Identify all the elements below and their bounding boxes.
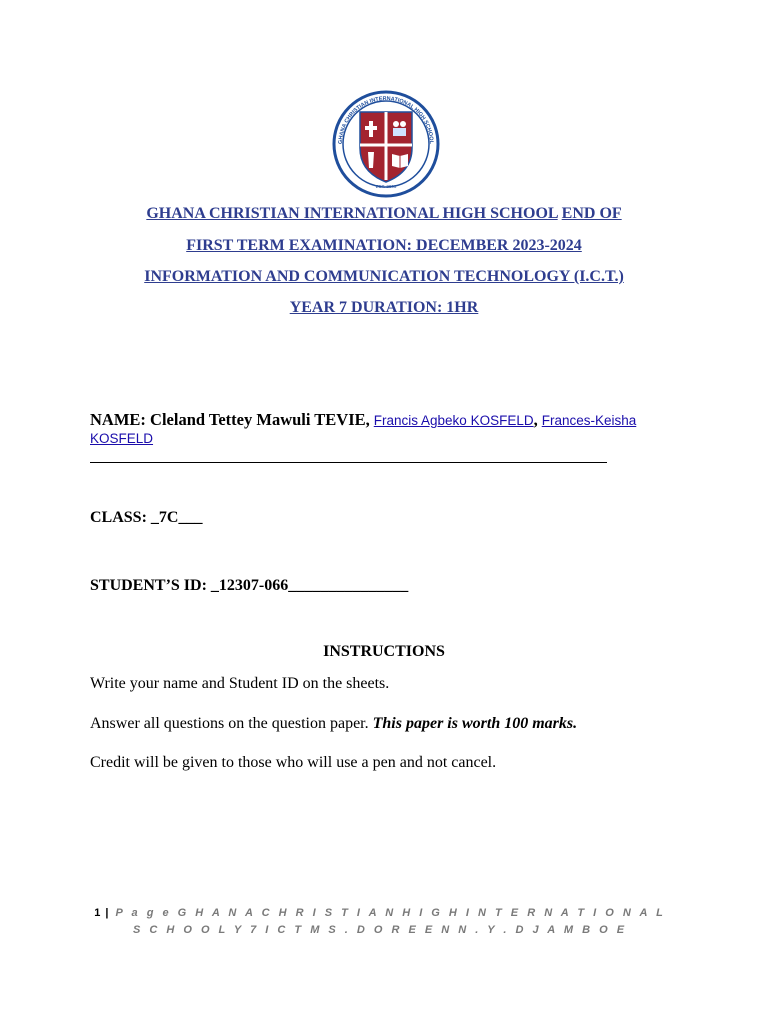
exam-title-start: END OF xyxy=(561,205,622,222)
name-label: NAME: Cleland Tettey Mawuli TEVIE, xyxy=(90,410,370,429)
footer-text: P a g e G H A N A C H R I S T I A N H I G H I N T E R N A T I O N A L S C H O O L Y 7 I C T M S . D O R E E N N . Y . D J A M B O E xyxy=(115,907,666,936)
crest-ring-text: GHANA CHRISTIAN INTERNATIONAL HIGH SCHOOL xyxy=(337,95,435,145)
crest-est-text: EST. 2003 xyxy=(375,184,397,189)
school-crest-logo xyxy=(330,90,442,198)
instruction-line-3: Credit will be given to those who will use a pen and not cancel. xyxy=(90,754,497,771)
page-footer xyxy=(90,905,670,939)
instruction-line-1: Write your name and Student ID on the sheets. xyxy=(90,675,390,692)
school-name: GHANA CHRISTIAN INTERNATIONAL HIGH SCHOOL xyxy=(146,205,558,222)
name-underline xyxy=(90,462,607,463)
year-duration: YEAR 7 DURATION: 1HR xyxy=(289,299,479,316)
instruction-line-2-text: Answer all questions on the question paper. xyxy=(90,715,369,732)
header-line-2 xyxy=(0,237,768,255)
class-field: CLASS: _7C___ xyxy=(90,509,203,526)
page-number: 1 | xyxy=(94,907,110,919)
header-line-4 xyxy=(0,299,768,317)
author-link-frances-keisha[interactable]: Frances-Keisha KOSFELD xyxy=(90,413,637,446)
exam-term: FIRST TERM EXAMINATION: DECEMBER 2023-2024 xyxy=(186,237,582,254)
marks-note: This paper is worth 100 marks. xyxy=(372,715,578,732)
author-link-francis[interactable]: Francis Agbeko KOSFELD xyxy=(373,413,534,428)
subject-title: INFORMATION AND COMMUNICATION TECHNOLOGY (I.C.T.) xyxy=(144,268,624,285)
header-line-1 xyxy=(0,205,768,223)
student-id-field: STUDENT’S ID: _12307-066_______________ xyxy=(90,577,409,594)
header-line-3 xyxy=(0,268,768,286)
instructions-title: INSTRUCTIONS xyxy=(323,643,445,660)
name-comma: , xyxy=(533,410,538,429)
instruction-line-2 xyxy=(90,715,577,733)
name-field xyxy=(90,410,670,448)
